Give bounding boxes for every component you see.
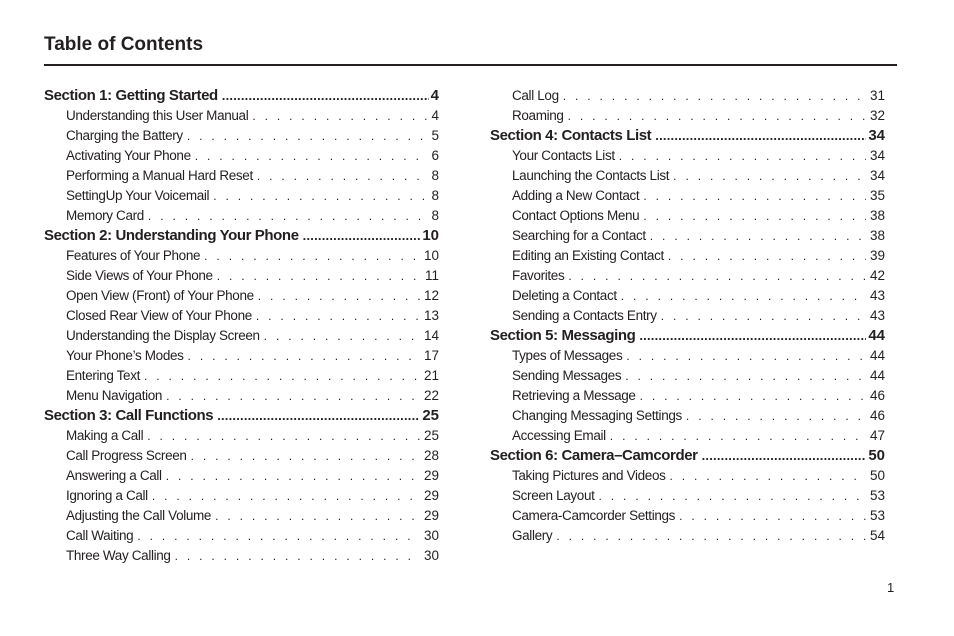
toc-entry-label: Menu Navigation xyxy=(66,388,163,403)
dot-leader xyxy=(175,546,420,566)
toc-entry[interactable] xyxy=(490,346,885,366)
toc-entry-page: 32 xyxy=(869,108,885,123)
toc-entry[interactable] xyxy=(44,326,439,346)
dot-leader xyxy=(643,206,866,226)
toc-entry-label: Three Way Calling xyxy=(66,548,171,563)
dot-leader xyxy=(148,206,428,226)
toc-entry-page: 8 xyxy=(431,208,439,223)
toc-entry-label: Closed Rear View of Your Phone xyxy=(66,308,252,323)
toc-entry-page: 54 xyxy=(869,528,885,543)
toc-entry-page: 10 xyxy=(423,248,439,263)
toc-entry-label: SettingUp Your Voicemail xyxy=(66,188,210,203)
toc-entry-page: 35 xyxy=(869,188,885,203)
toc-entry-label: Searching for a Contact xyxy=(512,228,646,243)
toc-entry-label: Roaming xyxy=(512,108,564,123)
dot-leader xyxy=(252,106,427,126)
toc-entry[interactable] xyxy=(44,146,439,166)
toc-entry-page: 46 xyxy=(869,408,885,423)
dot-leader xyxy=(621,286,866,306)
toc-entry-page: 17 xyxy=(423,348,439,363)
dot-leader xyxy=(661,306,866,326)
dot-leader xyxy=(217,406,420,426)
toc-entry-page: 47 xyxy=(869,428,885,443)
toc-entry-label: Sending Messages xyxy=(512,368,622,383)
dot-leader xyxy=(256,306,420,326)
toc-entry[interactable] xyxy=(44,106,439,126)
toc-entry-page: 39 xyxy=(869,248,885,263)
dot-leader xyxy=(568,266,866,286)
toc-entry-page: 42 xyxy=(869,268,885,283)
dot-leader xyxy=(137,526,420,546)
dot-leader xyxy=(556,526,866,546)
toc-entry-page: 21 xyxy=(423,368,439,383)
toc-entry-page: 29 xyxy=(423,468,439,483)
toc-entry-page: 14 xyxy=(423,328,439,343)
toc-entry-label: Call Waiting xyxy=(66,528,134,543)
dot-leader xyxy=(673,166,866,186)
toc-entry-page: 5 xyxy=(431,128,439,143)
page-title: Table of Contents xyxy=(44,34,204,55)
toc-entry[interactable] xyxy=(490,466,885,486)
dot-leader xyxy=(217,266,421,286)
toc-entry[interactable] xyxy=(44,126,439,146)
toc-entry-label: Answering a Call xyxy=(66,468,162,483)
toc-entry[interactable] xyxy=(490,406,885,426)
toc-section-heading[interactable] xyxy=(44,406,439,426)
toc-entry[interactable] xyxy=(44,386,439,406)
toc-entry[interactable] xyxy=(490,486,885,506)
toc-entry-page: 34 xyxy=(868,127,885,144)
toc-entry-page: 10 xyxy=(422,227,439,244)
dot-leader xyxy=(303,226,421,246)
toc-entry[interactable] xyxy=(44,526,439,546)
toc-entry-label: Section 1: Getting Started xyxy=(44,87,218,104)
dot-leader xyxy=(213,186,427,206)
dot-leader xyxy=(655,126,866,146)
toc-entry-label: Launching the Contacts List xyxy=(512,168,670,183)
toc-entry-label: Changing Messaging Settings xyxy=(512,408,682,423)
dot-leader xyxy=(147,426,420,446)
toc-entry[interactable] xyxy=(490,146,885,166)
toc-entry[interactable] xyxy=(44,346,439,366)
toc-entry-label: Section 4: Contacts List xyxy=(490,127,652,144)
toc-right-column xyxy=(490,86,885,546)
toc-entry-page: 30 xyxy=(423,548,439,563)
toc-entry-page: 43 xyxy=(869,288,885,303)
toc-entry[interactable] xyxy=(44,186,439,206)
toc-entry-page: 50 xyxy=(869,468,885,483)
toc-entry-label: Section 3: Call Functions xyxy=(44,407,214,424)
dot-leader xyxy=(643,186,866,206)
toc-entry-label: Your Phone’s Modes xyxy=(66,348,184,363)
toc-entry-label: Retrieving a Message xyxy=(512,388,636,403)
toc-entry[interactable] xyxy=(490,306,885,326)
toc-entry-page: 53 xyxy=(869,488,885,503)
toc-entry[interactable] xyxy=(44,366,439,386)
toc-entry-page: 4 xyxy=(430,87,439,104)
toc-entry-label: Activating Your Phone xyxy=(66,148,191,163)
toc-entry-page: 34 xyxy=(869,168,885,183)
toc-entry[interactable] xyxy=(44,446,439,466)
toc-entry[interactable] xyxy=(44,426,439,446)
title-divider xyxy=(44,64,897,66)
toc-entry-label: Call Log xyxy=(512,88,559,103)
dot-leader xyxy=(215,506,420,526)
toc-entry-page: 12 xyxy=(423,288,439,303)
dot-leader xyxy=(144,366,420,386)
toc-entry-label: Features of Your Phone xyxy=(66,248,201,263)
toc-entry-label: Types of Messages xyxy=(512,348,623,363)
toc-entry-page: 13 xyxy=(423,308,439,323)
dot-leader xyxy=(650,226,866,246)
toc-section-heading[interactable] xyxy=(490,446,885,466)
dot-leader xyxy=(563,86,866,106)
toc-section-heading[interactable] xyxy=(44,86,439,106)
dot-leader xyxy=(166,386,420,406)
toc-entry[interactable] xyxy=(44,306,439,326)
toc-entry-label: Ignoring a Call xyxy=(66,488,148,503)
toc-entry[interactable] xyxy=(490,366,885,386)
toc-entry-label: Your Contacts List xyxy=(512,148,615,163)
toc-entry[interactable] xyxy=(490,246,885,266)
toc-entry-label: Section 6: Camera–Camcorder xyxy=(490,447,698,464)
dot-leader xyxy=(187,126,428,146)
toc-entry-page: 29 xyxy=(423,508,439,523)
toc-entry[interactable] xyxy=(490,166,885,186)
toc-entry-page: 46 xyxy=(869,388,885,403)
toc-entry-label: Accessing Email xyxy=(512,428,606,443)
toc-entry-label: Deleting a Contact xyxy=(512,288,617,303)
dot-leader xyxy=(668,246,866,266)
toc-entry[interactable] xyxy=(44,286,439,306)
toc-entry-page: 22 xyxy=(423,388,439,403)
dot-leader xyxy=(640,386,866,406)
toc-section-heading[interactable] xyxy=(44,226,439,246)
toc-entry[interactable] xyxy=(490,286,885,306)
dot-leader xyxy=(222,86,429,106)
dot-leader xyxy=(599,486,866,506)
dot-leader xyxy=(686,406,866,426)
toc-entry-label: Gallery xyxy=(512,528,553,543)
toc-entry-page: 34 xyxy=(869,148,885,163)
toc-entry[interactable] xyxy=(44,466,439,486)
toc-entry-label: Adding a New Contact xyxy=(512,188,640,203)
toc-entry[interactable] xyxy=(490,266,885,286)
toc-entry-label: Sending a Contacts Entry xyxy=(512,308,657,323)
toc-entry-page: 11 xyxy=(424,268,439,283)
toc-entry[interactable] xyxy=(490,386,885,406)
toc-entry-page: 44 xyxy=(869,348,885,363)
toc-entry-page: 29 xyxy=(423,488,439,503)
dot-leader xyxy=(670,466,866,486)
toc-entry[interactable] xyxy=(490,226,885,246)
toc-entry-label: Side Views of Your Phone xyxy=(66,268,213,283)
toc-entry-page: 25 xyxy=(423,428,439,443)
toc-entry-label: Entering Text xyxy=(66,368,140,383)
toc-entry[interactable] xyxy=(490,106,885,126)
toc-entry-page: 38 xyxy=(869,208,885,223)
dot-leader xyxy=(702,446,867,466)
toc-entry[interactable] xyxy=(490,506,885,526)
toc-entry[interactable] xyxy=(44,486,439,506)
toc-entry[interactable] xyxy=(44,506,439,526)
dot-leader xyxy=(152,486,420,506)
toc-entry-page: 4 xyxy=(431,108,439,123)
toc-entry-page: 8 xyxy=(431,188,439,203)
toc-entry-page: 28 xyxy=(423,448,439,463)
page-number: 1 xyxy=(887,580,895,595)
toc-entry-label: Memory Card xyxy=(66,208,144,223)
toc-entry-label: Performing a Manual Hard Reset xyxy=(66,168,253,183)
dot-leader xyxy=(258,286,420,306)
toc-entry[interactable] xyxy=(490,526,885,546)
toc-section-heading[interactable] xyxy=(490,326,885,346)
toc-entry[interactable] xyxy=(490,186,885,206)
toc-entry-page: 25 xyxy=(422,407,439,424)
toc-entry-label: Section 2: Understanding Your Phone xyxy=(44,227,299,244)
dot-leader xyxy=(610,426,866,446)
toc-entry[interactable] xyxy=(44,206,439,226)
toc-entry-label: Contact Options Menu xyxy=(512,208,640,223)
dot-leader xyxy=(625,366,866,386)
toc-entry-label: Camera-Camcorder Settings xyxy=(512,508,676,523)
toc-entry-page: 43 xyxy=(869,308,885,323)
toc-entry-label: Understanding the Display Screen xyxy=(66,328,260,343)
dot-leader xyxy=(191,446,420,466)
toc-entry-label: Taking Pictures and Videos xyxy=(512,468,666,483)
dot-leader xyxy=(257,166,428,186)
toc-entry-page: 44 xyxy=(869,368,885,383)
toc-entry[interactable] xyxy=(44,246,439,266)
dot-leader xyxy=(619,146,866,166)
toc-entry-label: Editing an Existing Contact xyxy=(512,248,664,263)
toc-entry[interactable] xyxy=(490,426,885,446)
toc-entry-label: Adjusting the Call Volume xyxy=(66,508,212,523)
dot-leader xyxy=(166,466,420,486)
toc-entry-label: Call Progress Screen xyxy=(66,448,187,463)
dot-leader xyxy=(195,146,428,166)
toc-entry-page: 38 xyxy=(869,228,885,243)
toc-entry[interactable] xyxy=(490,206,885,226)
dot-leader xyxy=(639,326,866,346)
toc-entry-label: Open View (Front) of Your Phone xyxy=(66,288,254,303)
toc-entry-label: Charging the Battery xyxy=(66,128,183,143)
dot-leader xyxy=(264,326,420,346)
dot-leader xyxy=(204,246,420,266)
toc-entry-page: 30 xyxy=(423,528,439,543)
toc-left-column xyxy=(44,86,439,566)
toc-entry-page: 6 xyxy=(431,148,439,163)
toc-entry-page: 31 xyxy=(869,88,885,103)
toc-entry-page: 44 xyxy=(868,327,885,344)
dot-leader xyxy=(626,346,866,366)
toc-entry-page: 53 xyxy=(869,508,885,523)
toc-entry[interactable] xyxy=(44,266,439,286)
toc-entry-page: 50 xyxy=(868,447,885,464)
toc-entry-label: Screen Layout xyxy=(512,488,595,503)
toc-entry-page: 8 xyxy=(431,168,439,183)
toc-entry-label: Making a Call xyxy=(66,428,144,443)
toc-entry-label: Section 5: Messaging xyxy=(490,327,636,344)
toc-entry[interactable] xyxy=(44,166,439,186)
dot-leader xyxy=(679,506,866,526)
toc-entry[interactable] xyxy=(44,546,439,566)
toc-section-heading[interactable] xyxy=(490,126,885,146)
dot-leader xyxy=(568,106,866,126)
toc-entry[interactable] xyxy=(490,86,885,106)
dot-leader xyxy=(188,346,420,366)
toc-entry-label: Understanding this User Manual xyxy=(66,108,249,123)
toc-entry-label: Favorites xyxy=(512,268,565,283)
